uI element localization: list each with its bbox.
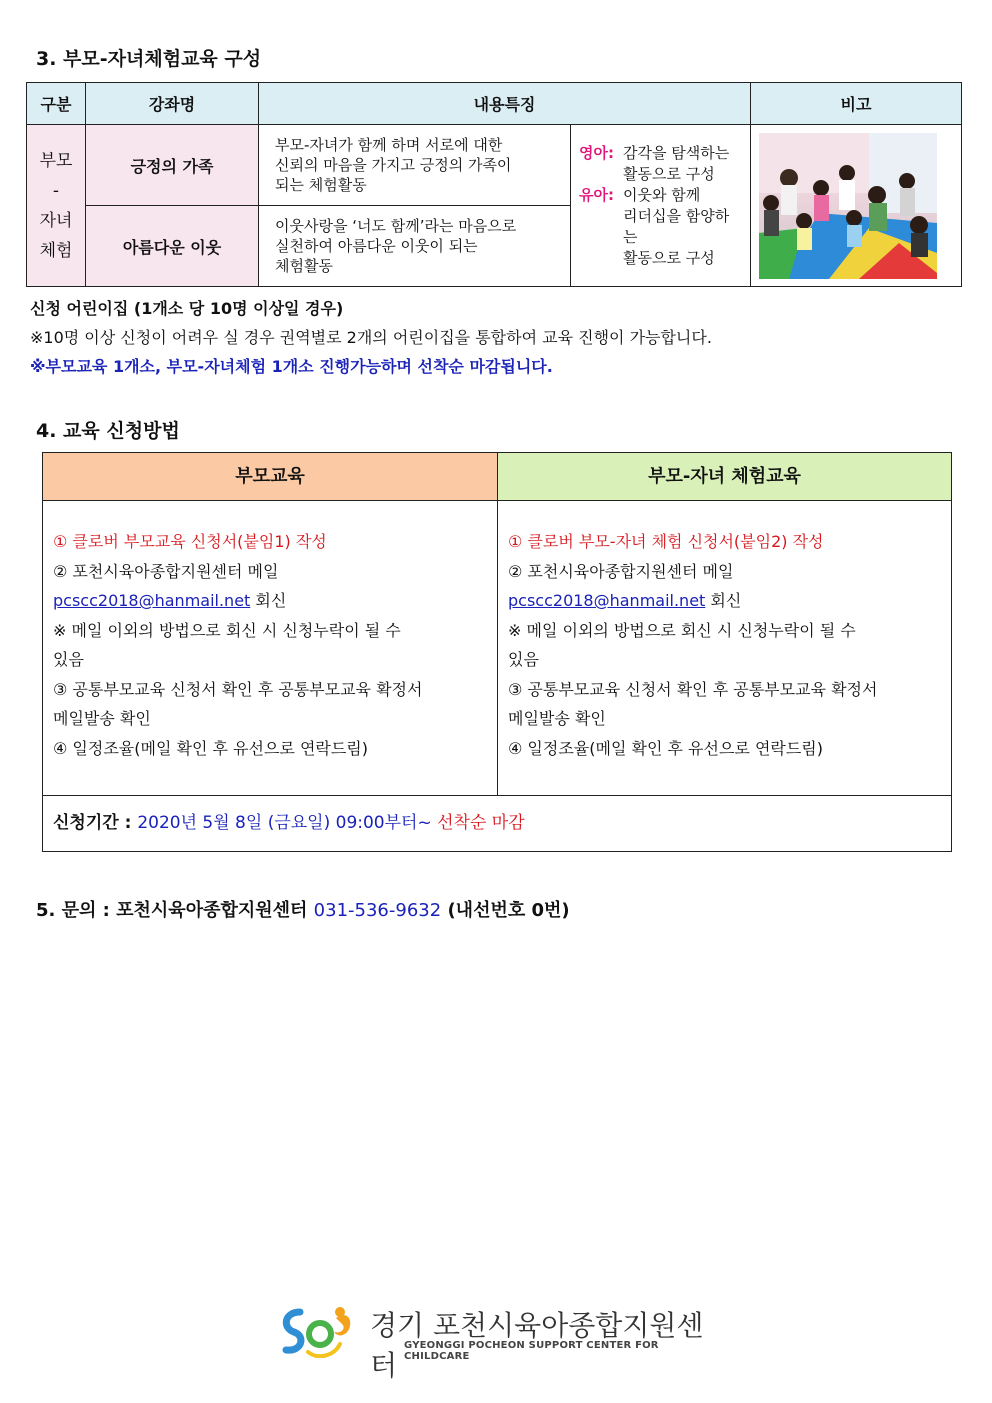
application-table bbox=[42, 452, 952, 852]
children-activity-photo bbox=[759, 133, 937, 279]
program-table bbox=[26, 82, 962, 287]
feature-text: 활동으로 구성 bbox=[623, 248, 715, 267]
parent-edu-header: 부모교육 bbox=[43, 453, 498, 501]
inquiry-label: 5. 문의 : 포천시육아종합지원센터 bbox=[36, 900, 314, 921]
logo-korean: 경기 포천시육아종합지원센터 bbox=[370, 1309, 704, 1382]
parent-child-header: 부모-자녀 체험교육 bbox=[498, 453, 951, 501]
warning-cont: 있음 bbox=[53, 650, 84, 669]
warning: ※ 메일 이외의 방법으로 회신 시 신청누락이 될 수 bbox=[508, 620, 856, 640]
section3-title: 3. 부모-자녀체험교육 구성 bbox=[36, 48, 262, 70]
desc-line: 체험활동 bbox=[275, 257, 333, 275]
period-label: 신청기간 : bbox=[53, 813, 138, 833]
period-date: 2020년 5월 8일 (금요일) 09:00부터~ bbox=[137, 813, 438, 833]
step-2: ② 포천시육아종합지원센터 메일 bbox=[53, 561, 279, 581]
category-cell bbox=[27, 125, 86, 287]
email-line bbox=[508, 586, 941, 616]
inquiry-phone: 031-536-9632 bbox=[313, 900, 442, 921]
feature-toddler bbox=[579, 185, 742, 269]
reply-text: 회신 bbox=[250, 591, 287, 610]
step-2: ② 포천시육아종합지원센터 메일 bbox=[508, 561, 734, 581]
step-1: ① 클로버 부모교육 신청서(붙임1) 작성 bbox=[53, 532, 327, 551]
feature-label: 영아: bbox=[579, 143, 614, 162]
category-line: 부모 bbox=[39, 150, 73, 171]
course-desc bbox=[259, 125, 571, 206]
application-period bbox=[43, 795, 951, 851]
email-link[interactable]: pcscc2018@hanmail.net bbox=[53, 591, 251, 610]
reply-text: 회신 bbox=[705, 591, 742, 610]
desc-line: 신뢰의 마음을 가지고 긍정의 가족이 bbox=[275, 156, 512, 174]
step-1: ① 클로버 부모-자녀 체험 신청서(붙임2) 작성 bbox=[508, 532, 824, 551]
warning: ※ 메일 이외의 방법으로 회신 시 신청누락이 될 수 bbox=[53, 620, 401, 640]
course-name: 아름다운 이웃 bbox=[86, 206, 259, 287]
step-3: ③ 공통부모교육 신청서 확인 후 공통부모교육 확정서 bbox=[508, 679, 878, 699]
step-3: ③ 공통부모교육 신청서 확인 후 공통부모교육 확정서 bbox=[53, 679, 423, 699]
warning-cont: 있음 bbox=[508, 650, 539, 669]
feature-text: 활동으로 구성 bbox=[623, 164, 715, 183]
desc-line: 되는 체험활동 bbox=[275, 176, 367, 194]
email-line bbox=[53, 586, 487, 616]
section4-title: 4. 교육 신청방법 bbox=[36, 420, 180, 442]
feature-text: 이웃와 함께 bbox=[623, 185, 701, 204]
parent-edu-steps bbox=[43, 501, 498, 795]
features-cell bbox=[571, 125, 751, 287]
step-4: ④ 일정조율(메일 확인 후 유선으로 연락드림) bbox=[508, 738, 824, 758]
desc-line: 부모-자녀가 함께 하며 서로에 대한 bbox=[275, 136, 503, 154]
section5-inquiry bbox=[36, 896, 570, 922]
header-remarks: 비고 bbox=[751, 83, 962, 125]
feature-text: 감각을 탐색하는 bbox=[623, 143, 730, 162]
category-line: - bbox=[52, 180, 60, 201]
center-logo-icon bbox=[278, 1304, 358, 1358]
desc-line: 이웃사랑을 ‘너도 함께’라는 마음으로 bbox=[275, 217, 517, 235]
header-course: 강좌명 bbox=[86, 83, 259, 125]
logo-english: GYEONGGI POCHEON SUPPORT CENTER FOR CHILDCARE bbox=[404, 1340, 659, 1362]
footer-logo bbox=[278, 1304, 718, 1382]
feature-text: 리더십을 함양하는 bbox=[623, 206, 730, 246]
step-4: ④ 일정조율(메일 확인 후 유선으로 연락드림) bbox=[53, 738, 369, 758]
feature-infant bbox=[579, 143, 742, 185]
period-closing: 선착순 마감 bbox=[437, 813, 525, 833]
desc-line: 실천하여 아름다운 이웃이 되는 bbox=[275, 237, 478, 255]
inquiry-ext: (내선번호 0번) bbox=[441, 900, 570, 921]
note-merge: ※10명 이상 신청이 어려우 실 경우 권역별로 2개의 어린이집을 통합하여 교육 진행이 가능합니다. bbox=[30, 328, 712, 347]
note-first-come: ※부모교육 1개소, 부모-자녀체험 1개소 진행가능하며 선착순 마감됩니다. bbox=[30, 357, 553, 376]
course-desc bbox=[259, 206, 571, 287]
step-3-cont: 메일발송 확인 bbox=[53, 709, 151, 728]
category-line: 체험 bbox=[39, 240, 73, 261]
step-3-cont: 메일발송 확인 bbox=[508, 709, 606, 728]
note-eligibility: 신청 어린이집 (1개소 당 10명 이상일 경우) bbox=[30, 299, 344, 318]
remarks-cell bbox=[751, 125, 962, 287]
parent-child-steps bbox=[498, 501, 951, 795]
course-name: 긍정의 가족 bbox=[86, 125, 259, 206]
email-link[interactable]: pcscc2018@hanmail.net bbox=[508, 591, 706, 610]
category-line: 자녀 bbox=[39, 210, 73, 231]
feature-label: 유아: bbox=[579, 185, 614, 204]
header-category: 구분 bbox=[27, 83, 86, 125]
header-content: 내용특징 bbox=[259, 83, 751, 125]
